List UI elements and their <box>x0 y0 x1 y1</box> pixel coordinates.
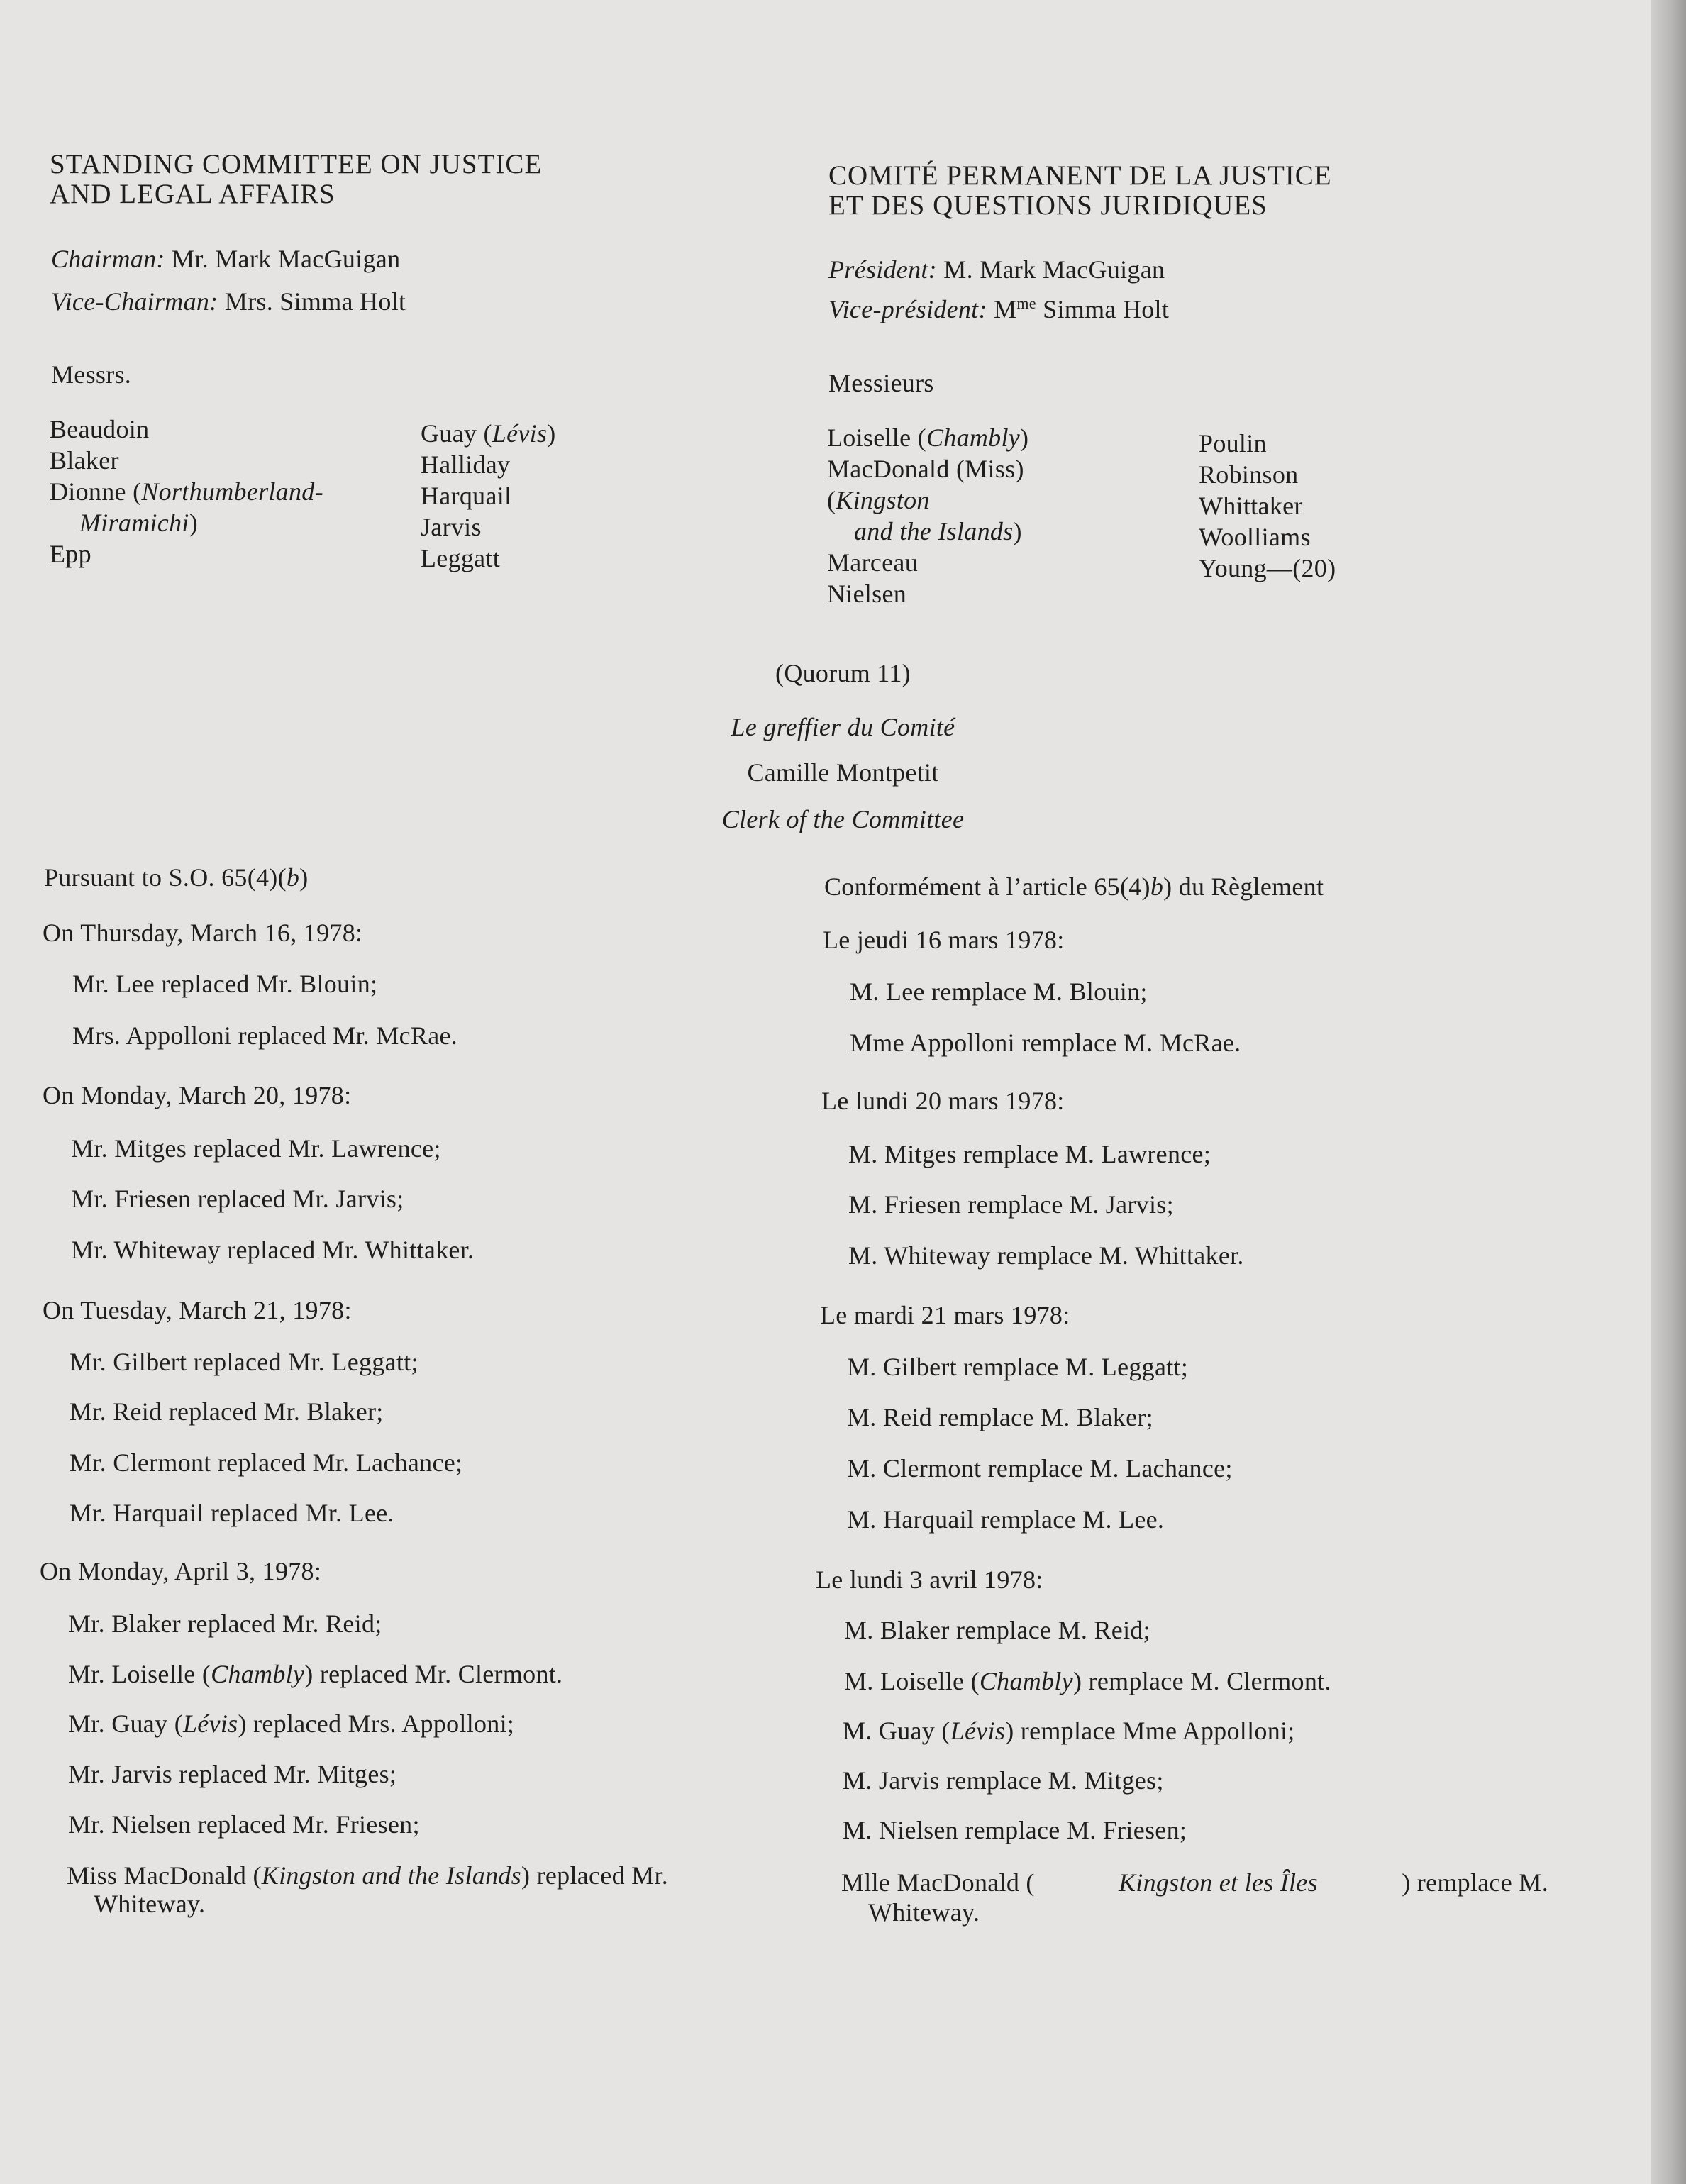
replacement-item: M. Loiselle (Chambly) remplace M. Clermont. <box>844 1667 1331 1695</box>
replacement-item: M. Friesen remplace M. Jarvis; <box>848 1190 1174 1219</box>
section-date: Le mardi 21 mars 1978: <box>820 1301 1070 1329</box>
replacement-item: M. Gilbert remplace M. Leggatt; <box>847 1353 1189 1381</box>
member-item: (Kingston <box>827 486 930 514</box>
section-date: Le lundi 20 mars 1978: <box>821 1087 1065 1115</box>
replacement-item: Mme Appolloni remplace M. McRae. <box>850 1029 1241 1057</box>
replacement-item-continued: Whiteway. <box>94 1890 206 1918</box>
replacement-item: M. Mitges remplace M. Lawrence; <box>848 1140 1211 1168</box>
clerk-name: Camille Montpetit <box>747 758 939 787</box>
replacement-item: Mr. Mitges replaced Mr. Lawrence; <box>71 1134 441 1163</box>
pursuant-fr: Conformément à l’article 65(4)b) du Règlement <box>824 872 1324 901</box>
section-date: On Thursday, March 16, 1978: <box>43 919 363 947</box>
section-date: Le lundi 3 avril 1978: <box>816 1565 1043 1594</box>
member-item: Beaudoin <box>50 415 150 443</box>
member-item: Jarvis <box>421 513 482 541</box>
member-item: Marceau <box>827 548 919 577</box>
vice-president-line: Vice-président: $M^{me}$ Simma Holt <box>828 294 1170 323</box>
vice-chairman-line <box>51 286 406 317</box>
member-list-en-col2 <box>421 418 556 574</box>
clerk-title-fr: Le greffier du Comité <box>731 713 955 741</box>
replacement-item: M. Jarvis remplace M. Mitges; <box>843 1766 1164 1795</box>
member-item: Young—(20) <box>1199 554 1336 582</box>
replacement-item: M. Harquail remplace M. Lee. <box>847 1505 1165 1534</box>
section-date: Le jeudi 16 mars 1978: <box>823 926 1065 954</box>
member-item: Blaker <box>50 446 119 475</box>
replacement-item: Mrs. Appolloni replaced Mr. McRae. <box>72 1021 458 1050</box>
replacement-item: Mr. Guay (Lévis) replaced Mrs. Appolloni; <box>68 1709 515 1738</box>
replacement-item-continued: Whiteway. <box>868 1898 980 1927</box>
president-name: M. Mark MacGuigan <box>943 255 1165 284</box>
member-item: Guay (Lévis) <box>421 419 556 448</box>
replacement-item: Mr. Reid replaced Mr. Blaker; <box>70 1397 384 1426</box>
title-line: COMITÉ PERMANENT DE LA JUSTICE <box>828 160 1332 191</box>
section-date: On Tuesday, March 21, 1978: <box>43 1296 352 1324</box>
chairman-line <box>51 243 400 275</box>
member-item: and the Islands) <box>854 517 1022 545</box>
president-line <box>828 254 1165 285</box>
clerk-title-en: Clerk of the Committee <box>721 805 965 833</box>
pursuant-en: Pursuant to S.O. 65(4)(b) <box>44 863 309 892</box>
section-date: On Monday, March 20, 1978: <box>43 1081 352 1109</box>
member-list-en-col1 <box>50 414 323 570</box>
member-item: Loiselle (Chambly) <box>827 423 1029 452</box>
member-item: Robinson <box>1199 460 1299 489</box>
title-line: STANDING COMMITTEE ON JUSTICE <box>50 149 543 179</box>
vice-president-name: Simma Holt <box>1043 295 1170 323</box>
member-item: Dionne (Northumberland- <box>50 477 323 506</box>
replacement-item: Mr. Whiteway replaced Mr. Whittaker. <box>71 1236 475 1264</box>
committee-title-en <box>50 150 542 209</box>
chairman-name: Mr. Mark MacGuigan <box>172 245 401 273</box>
member-list-fr-col2 <box>1199 428 1336 584</box>
member-item: Halliday <box>421 450 511 479</box>
replacement-item: Mr. Friesen replaced Mr. Jarvis; <box>71 1185 404 1213</box>
replacement-item: Miss MacDonald (Kingston and the Islands) replaced Mr. <box>67 1861 669 1890</box>
president-label: Président: <box>828 255 937 284</box>
vice-chairman-name: Mrs. Simma Holt <box>224 287 406 316</box>
replacement-item: Mr. Loiselle (Chambly) replaced Mr. Clermont. <box>68 1660 563 1688</box>
replacement-item: Mr. Blaker replaced Mr. Reid; <box>68 1609 382 1638</box>
member-item: Epp <box>50 540 91 568</box>
member-item: Whittaker <box>1199 492 1303 520</box>
member-item: Nielsen <box>827 580 907 608</box>
replacement-item: M. Guay (Lévis) remplace Mme Appolloni; <box>843 1717 1295 1745</box>
replacement-item: M. Reid remplace M. Blaker; <box>847 1403 1153 1431</box>
committee-title-fr <box>828 161 1332 221</box>
replacement-item: Mr. Lee replaced Mr. Blouin; <box>72 970 378 998</box>
members-label-fr: Messieurs <box>828 369 934 397</box>
replacement-item: M. Blaker remplace M. Reid; <box>844 1616 1150 1644</box>
member-list-fr-col1 <box>827 422 1028 609</box>
member-item: Poulin <box>1199 429 1267 458</box>
replacement-item: M. Clermont remplace M. Lachance; <box>847 1454 1233 1482</box>
chairman-label: Chairman: <box>51 245 165 273</box>
replacement-item: Mlle MacDonald ( Kingston et les Îles ) remplace M. <box>841 1868 1548 1897</box>
section-date: On Monday, April 3, 1978: <box>40 1557 322 1585</box>
replacement-item: Mr. Clermont replaced Mr. Lachance; <box>70 1448 463 1477</box>
vice-president-label: Vice-président: <box>828 295 987 323</box>
replacement-item: Mr. Nielsen replaced Mr. Friesen; <box>68 1810 420 1839</box>
replacement-item: M. Lee remplace M. Blouin; <box>850 977 1148 1006</box>
member-item: Leggatt <box>421 544 501 572</box>
title-line: ET DES QUESTIONS JURIDIQUES <box>828 190 1268 221</box>
replacement-item: Mr. Jarvis replaced Mr. Mitges; <box>68 1760 397 1788</box>
replacement-item: Mr. Gilbert replaced Mr. Leggatt; <box>70 1348 418 1376</box>
member-item: Woolliams <box>1199 523 1311 551</box>
members-label-en: Messrs. <box>51 360 132 389</box>
replacement-item: M. Nielsen remplace M. Friesen; <box>843 1816 1187 1844</box>
title-line: AND LEGAL AFFAIRS <box>50 179 335 209</box>
quorum: (Quorum 11) <box>775 659 911 687</box>
replacement-item: M. Whiteway remplace M. Whittaker. <box>848 1241 1244 1270</box>
member-item: MacDonald (Miss) <box>827 455 1024 483</box>
vice-chairman-label: Vice-Chairman: <box>51 287 218 316</box>
member-item: Miramichi) <box>79 509 198 537</box>
replacement-item: Mr. Harquail replaced Mr. Lee. <box>70 1499 394 1527</box>
page-edge-shadow <box>1651 0 1686 2184</box>
member-item: Harquail <box>421 482 512 510</box>
